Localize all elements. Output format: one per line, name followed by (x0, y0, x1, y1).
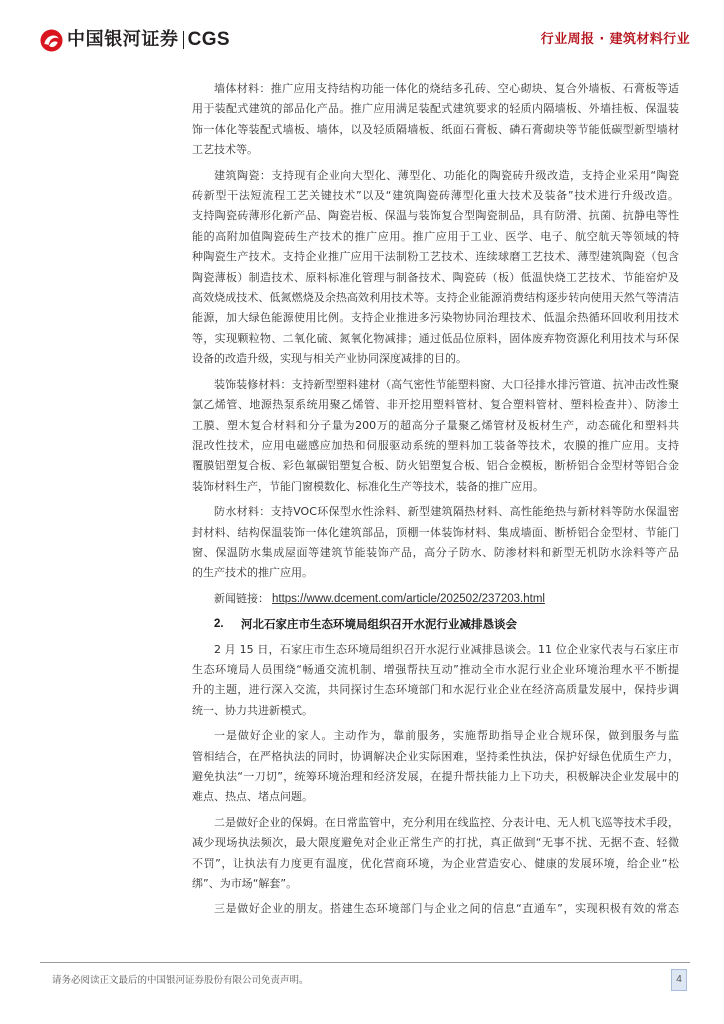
section-heading (192, 614, 679, 634)
paragraph-line: 不罚”，让执法有力度更有温度，优化营商环境，为企业营造安心、健康的发展环境，给企业“松 (192, 856, 679, 870)
paragraph-line: 用于装配式建筑的部品化产品。推广应用满足装配式建筑要求的轻质内隔墙板、外墙挂板、保温装 (192, 102, 679, 116)
paragraph-waterproof-materials (192, 502, 679, 584)
paragraph-wall-materials (192, 79, 679, 161)
paragraph-line: 一是做好企业的家人。主动作为，靠前服务，实施帮助指导企业合规环保，做到服务与监 (214, 729, 679, 743)
paragraph-line: 建筑陶瓷：支持现有企业向大型化、薄型化、功能化的陶瓷砖升级改造，支持企业采用“陶瓷 (214, 168, 679, 182)
paragraph-line: 支持陶瓷砖薄形化新产品、陶瓷岩板、保温与装饰复合型陶瓷制品，具有防滑、抗菌、抗静电等性 (192, 209, 679, 223)
brand-name-en: CGS (187, 29, 230, 50)
brand-logo (40, 28, 230, 52)
paragraph-line: 氯乙烯管、地源热泵系统用聚乙烯管、非开挖用塑料管材、复合塑料管材、塑料检查井）、防渗土 (192, 398, 679, 412)
paragraph-line: 混改性技术，应用电磁感应加热和伺服驱动系统的塑料加工装备等技术，农膜的推广应用。支持 (192, 438, 679, 452)
paragraph-line: 墙体材料：推广应用支持结构功能一体化的烧结多孔砖、空心砌块、复合外墙板、石膏板等适 (214, 82, 679, 95)
paragraph-point-two (192, 813, 679, 895)
paragraph-line: 升的主题，进行深入交流，共同探讨生态环境部门和水泥行业企业在经济高质量发展中，保持步调 (192, 683, 679, 697)
section-number: 2. (214, 618, 224, 631)
paragraph-line: 种陶瓷生产技术。支持企业推广应用干法制粉工艺技术、连续球磨工艺技术、薄型建筑陶瓷（包含 (192, 250, 679, 264)
paragraph-line: 2 月 15 日，石家庄市生态环境局组织召开水泥行业减排恳谈会。11 位企业家代表与石家庄市 (214, 642, 679, 656)
news-link-label: 新闻链接： (214, 591, 269, 605)
paragraph-line: 封材料、结构保温装饰一体化建筑部品，顶棚一体装饰材料、集成墙面、断桥铝合金型材、节能门 (192, 525, 679, 539)
paragraph-line: 减少现场执法频次，最大限度避免对企业正常生产的打扰，真正做到“无事不扰、无据不查、轻微 (192, 836, 679, 850)
paragraph-line: 工膜、塑木复合材料和分子量为200万的超高分子量聚乙烯管材及板材生产，动态硫化和塑料共 (192, 418, 679, 432)
paragraph-line: 等，实现颗粒物、二氧化硫、氮氧化物减排；通过低品位原料，固体废弃物资源化利用技术与环保 (192, 331, 679, 345)
paragraph-line: 装饰材料生产，节能门窗模数化、标准化生产等技术，装备的推广应用。 (192, 479, 544, 493)
paragraph-line: 的生产技术的推广应用。 (192, 566, 313, 580)
page-number: 4 (671, 969, 687, 991)
paragraph-line: 装饰装修材料：支持新型塑料建材（高气密性节能塑料窗、大口径排水排污管道、抗冲击改性聚 (214, 377, 679, 391)
paragraph-line: 覆膜铝塑复合板、彩色氟碳铝塑复合板、防火铝塑复合板、铝合金模板，断桥铝合金型材等铝合金 (192, 459, 679, 473)
report-body (192, 79, 679, 925)
paragraph-line: 能源，加大绿色能源使用比例。支持企业推进多污染物协同治理技术、低温余热循环回收利用技术 (192, 311, 679, 325)
paragraph-point-one (192, 726, 679, 808)
paragraph-line: 管相结合，在严格执法的同时，协调解决企业实际困难，坚持柔性执法，保护好绿色优质生产力， (192, 749, 679, 763)
paragraph-line: 砖新型干法短流程工艺关键技术”以及“建筑陶瓷砖薄型化重大技术及装备”技术进行升级改造。 (192, 189, 679, 203)
paragraph-line: 统一、协力共进新模式。 (192, 703, 313, 717)
paragraph-line: 工艺技术等。 (192, 143, 258, 157)
paragraph-line: 避免执法“一刀切”，统筹环境治理和经济发展，在提升帮扶能力上下功夫，积极解决企业发展中的 (192, 770, 679, 783)
cgs-logo-icon (40, 29, 63, 52)
news-link[interactable]: https://www.dcement.com/article/202502/237203.html (272, 592, 545, 605)
paragraph-line: 二是做好企业的保姆。在日常监管中，充分利用在线监控、分表计电、无人机飞巡等技术手段， (214, 815, 679, 829)
paragraph-line: 能的高附加值陶瓷砖生产技术的推广应用。推广应用于工业、医学、电子、航空航天等领域的特 (192, 229, 679, 243)
paragraph-line: 饰一体化等装配式墙板、墙体，以及轻质隔墙板、纸面石膏板、磷石膏砌块等节能低碳型新型墙材 (192, 122, 679, 136)
brand-separator (183, 31, 184, 49)
paragraph-line: 高效烧成技术、低氮燃烧及余热高效利用技术等。支持企业能源消费结构逐步转向使用天然气等清洁 (192, 291, 679, 305)
paragraph-line: 设备的改造升级，实现与相关产业协同深度减排的目的。 (192, 352, 467, 366)
paragraph-point-three (192, 899, 679, 919)
footer-disclaimer: 请务必阅读正文最后的中国银河证券股份有限公司免责声明。 (52, 975, 309, 986)
paragraph-line: 绑”、为市场“解套”。 (192, 877, 298, 891)
paragraph-line: 难点、热点、堵点问题。 (192, 790, 313, 804)
paragraph-meeting-overview (192, 640, 679, 722)
section-title: 河北石家庄市生态环境局组织召开水泥行业减排恳谈会 (241, 617, 517, 632)
brand-name-cn: 中国银河证券 (67, 29, 179, 50)
paragraph-line: 陶瓷薄板）制造技术、原料标准化管理与制备技术、陶瓷砖（板）低温快烧工艺技术、节能窑炉及 (192, 270, 679, 284)
paragraph-line: 三是做好企业的朋友。搭建生态环境部门与企业之间的信息“直通车”，实现积极有效的常态 (214, 902, 679, 916)
footer-divider (40, 962, 690, 963)
news-link-line (192, 589, 679, 609)
paragraph-line: 防水材料：支持VOC环保型水性涂料、新型建筑隔热材料、高性能绝热与新材料等防水保温密 (214, 505, 679, 519)
paragraph-building-ceramics (192, 166, 679, 370)
paragraph-decoration-materials (192, 375, 679, 497)
paragraph-line: 生态环境局人员围绕“畅通交流机制、增强帮扶互动”推动全市水泥行业企业环境治理水平不断提 (192, 662, 679, 676)
report-title: 行业周报 · 建筑材料行业 (540, 32, 690, 47)
paragraph-line: 窗、保温防水集成屋面等建筑节能装饰产品，高分子防水、防渗材料和新型无机防水涂料等产品 (192, 545, 679, 559)
